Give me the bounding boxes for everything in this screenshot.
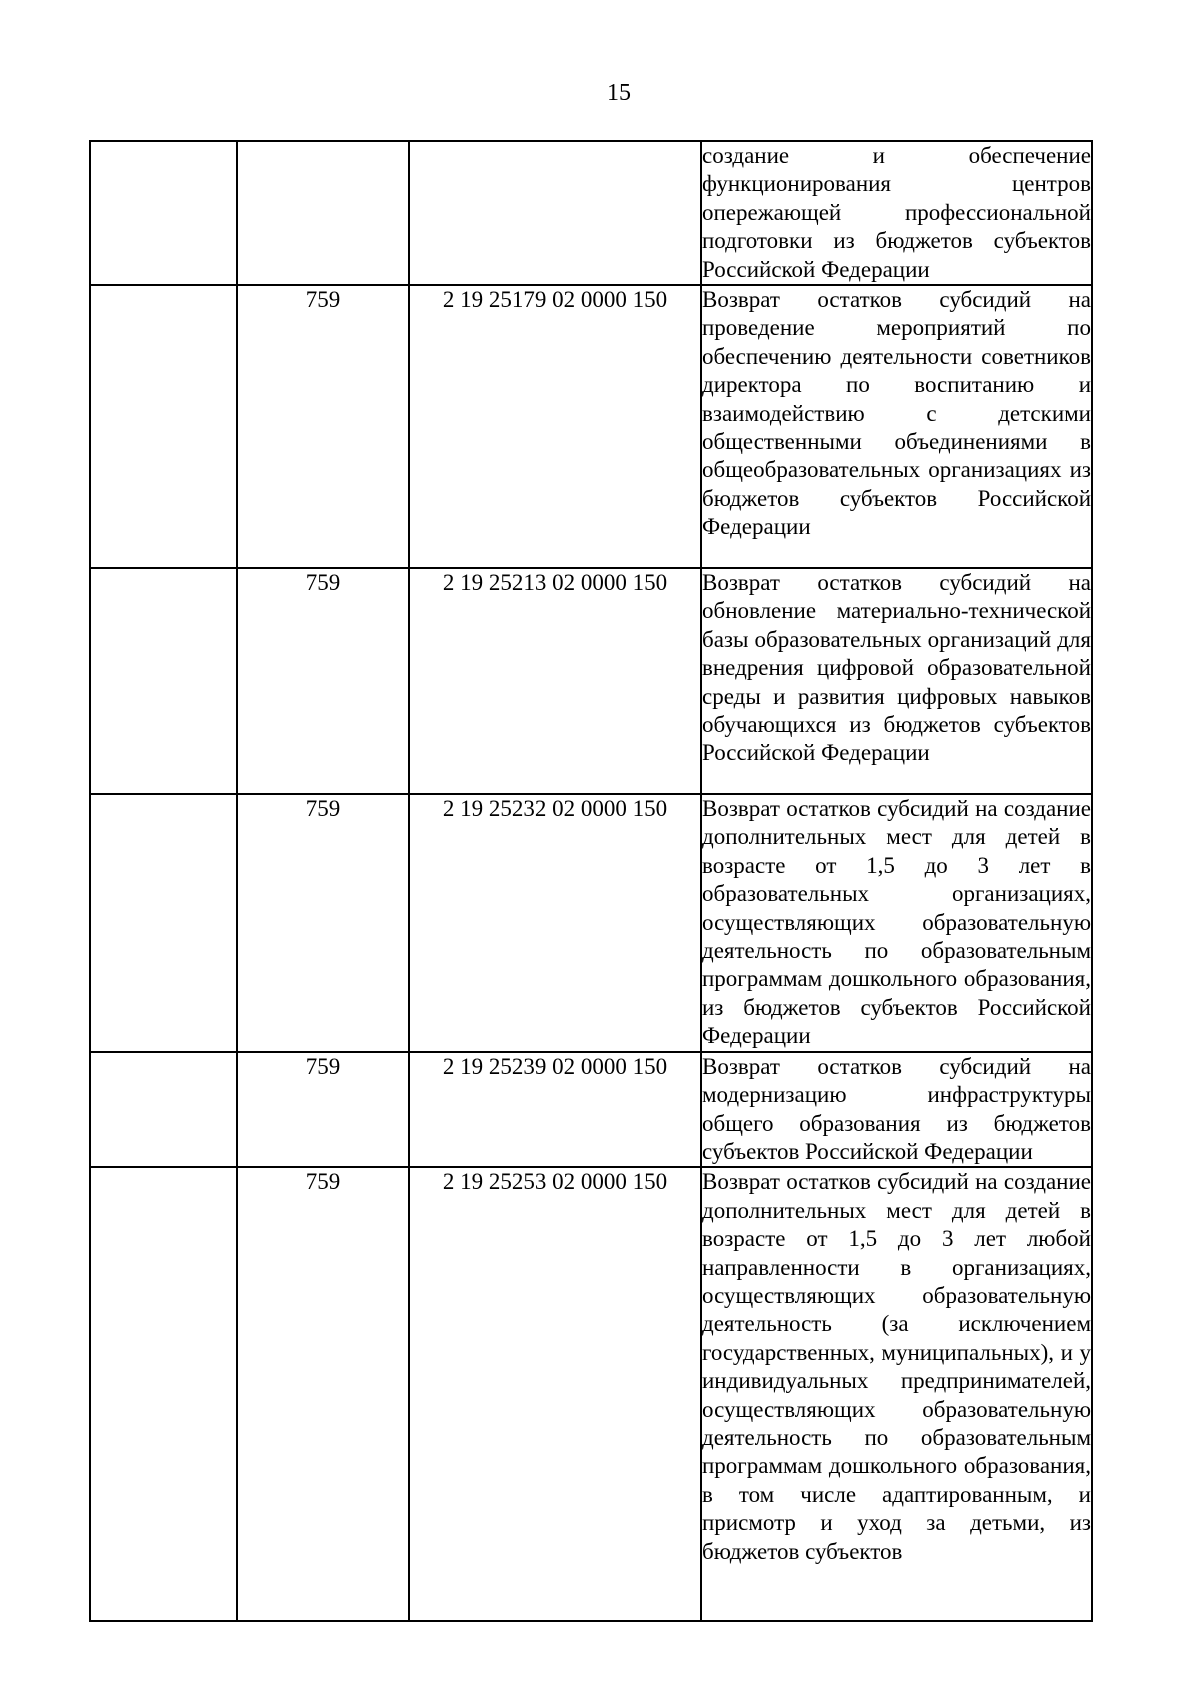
blank-cell — [90, 1052, 237, 1168]
admin-code-cell: 759 — [237, 794, 409, 1052]
table-row — [90, 568, 1092, 794]
blank-cell — [90, 285, 237, 568]
table-row — [90, 285, 1092, 568]
description-cell — [701, 1167, 1092, 1621]
budget-classification-table — [89, 140, 1093, 1622]
description-cell — [701, 794, 1092, 1052]
budget-code-cell: 2 19 25179 02 0000 150 — [409, 285, 701, 568]
blank-cell — [90, 794, 237, 1052]
description-cell — [701, 1052, 1092, 1168]
admin-code-cell: 759 — [237, 1167, 409, 1621]
admin-code-cell: 759 — [237, 1052, 409, 1168]
description-text: Возврат остатков субсидий на создание дополнительных мест для детей в возрасте от 1,5 до 3 лет в образовательных организациях, осуществляющих образовательную деятельность по образовательным программам дошкольного образования, из бюджетов субъектов Российской Федерации — [702, 796, 1091, 1049]
budget-code-cell: 2 19 25239 02 0000 150 — [409, 1052, 701, 1168]
table-row — [90, 794, 1092, 1052]
table-row — [90, 141, 1092, 285]
description-text: Возврат остатков субсидий на проведение мероприятий по обеспечению деятельности советников директора по воспитанию и взаимодействию с детскими общественными объединениями в общеобразовательных организациях из бюджетов субъектов Российской Федерации — [702, 287, 1091, 540]
description-cell — [701, 568, 1092, 794]
blank-cell — [90, 1167, 237, 1621]
description-text: Возврат остатков субсидий на создание дополнительных мест для детей в возрасте от 1,5 до 3 лет любой направленности в организациях, осуществляющих образовательную деятельность (за исключением государственных, муниципальных), и у индивидуальных предпринимателей, осуществляющих образовательную деятельность по образовательным программам дошкольного образования, в том числе адаптированным, и присмотр и уход за детьми, из бюджетов субъектов — [702, 1169, 1091, 1564]
blank-cell — [90, 568, 237, 794]
description-text: создание и обеспечение функционирования центров опережающей профессиональной подготовки из бюджетов субъектов Российской Федерации — [702, 143, 1091, 282]
description-text: Возврат остатков субсидий на обновление материально-технической базы образовательных организаций для внедрения цифровой образовательной среды и развития цифровых навыков обучающихся из бюджетов субъектов Российской Федерации — [702, 570, 1091, 766]
description-cell — [701, 141, 1092, 285]
admin-code-cell: 759 — [237, 285, 409, 568]
admin-code-cell — [237, 141, 409, 285]
description-text: Возврат остатков субсидий на модернизацию инфраструктуры общего образования из бюджетов субъектов Российской Федерации — [702, 1053, 1091, 1164]
table-row — [90, 1167, 1092, 1621]
table-row — [90, 1052, 1092, 1168]
page-number: 15 — [607, 80, 631, 106]
description-cell — [701, 285, 1092, 568]
blank-cell — [90, 141, 237, 285]
budget-code-cell: 2 19 25253 02 0000 150 — [409, 1167, 701, 1621]
budget-code-cell: 2 19 25213 02 0000 150 — [409, 568, 701, 794]
budget-code-cell: 2 19 25232 02 0000 150 — [409, 794, 701, 1052]
admin-code-cell: 759 — [237, 568, 409, 794]
budget-code-cell — [409, 141, 701, 285]
